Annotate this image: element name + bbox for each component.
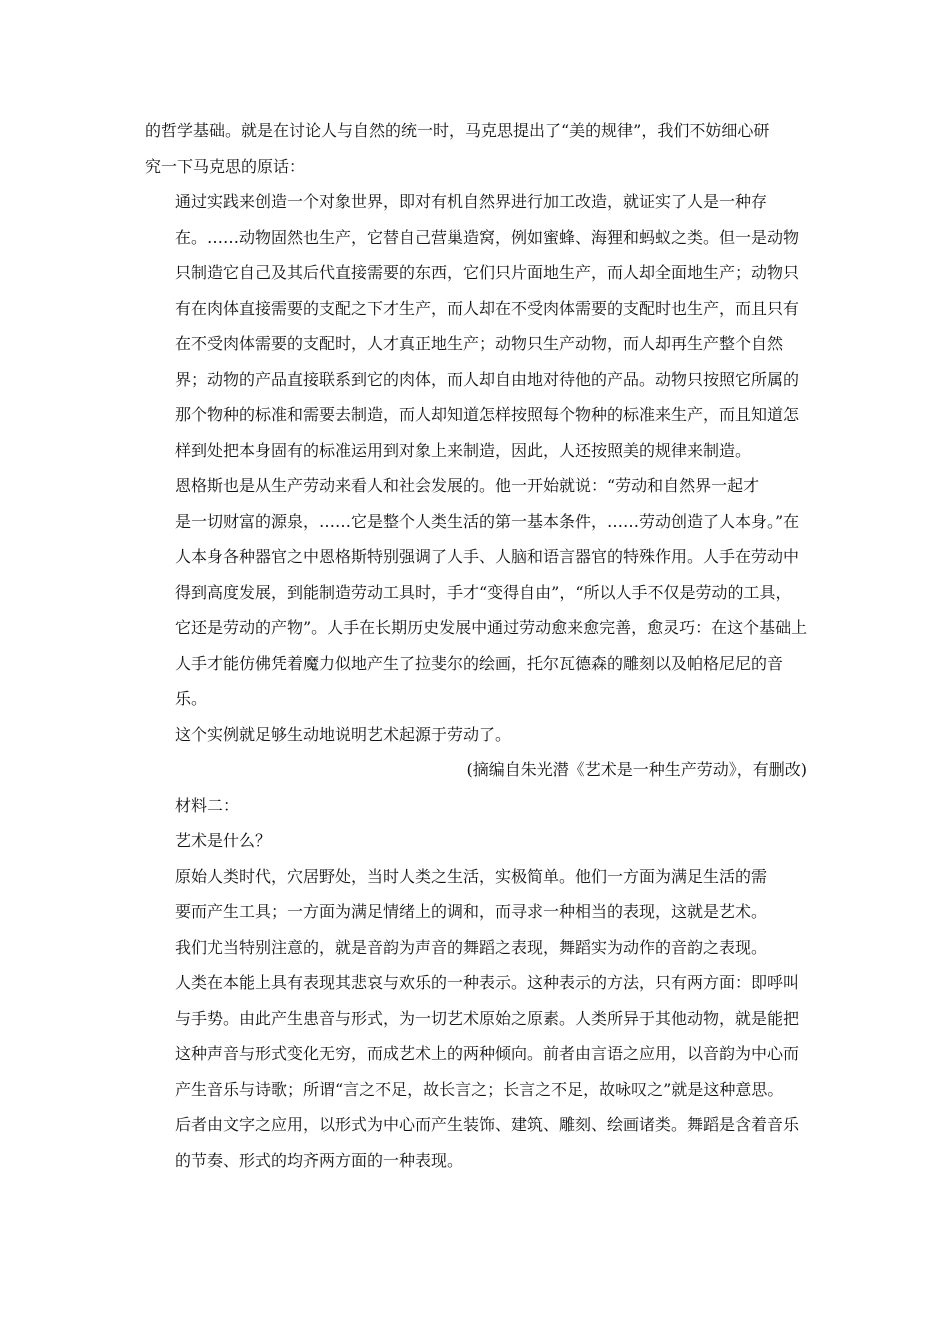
text-line: 乐。	[175, 689, 208, 708]
material-two-title	[145, 823, 807, 859]
text-line: 后者由文字之应用，以形式为中心而产生装饰、建筑、雕刻、绘画诸类。舞蹈是含着音乐	[175, 1115, 800, 1134]
text-line: 得到高度发展，到能制造劳动工具时，手才“变得自由”，“所以人手不仅是劳动的工具，	[175, 582, 792, 602]
text-line: 艺术是什么？	[175, 831, 272, 850]
text-line: 这种声音与形式变化无穷，而成艺术上的两种倾向。前者由言语之应用，以音韵为中心而	[175, 1044, 800, 1063]
text-line: 人本身各种器官之中恩格斯特别强调了人手、人脑和语言器官的特殊作用。人手在劳动中	[175, 547, 800, 566]
section-heading-material-two	[145, 788, 807, 824]
source-citation	[145, 752, 807, 788]
text-line: 这个实例就足够生动地说明艺术起源于劳动了。	[175, 724, 512, 744]
text-line: 界；动物的产品直接联系到它的肉体，而人却自由地对待他的产品。动物只按照它所属的	[175, 369, 800, 389]
text-line: 我们尤当特别注意的，就是音韵为声音的舞蹈之表现，舞蹈实为动作的音韵之表现。	[175, 937, 768, 957]
text-line: 是一切财富的源泉，……它是整个人类生活的第一基本条件，……劳动创造了人本身。”在	[175, 511, 800, 531]
paragraph-primitive-humans	[145, 859, 807, 930]
paragraph-conclusion	[145, 717, 807, 753]
text-line: 人类在本能上具有表现其悲哀与欢乐的一种表示。这种表示的方法，只有两方面：即呼叫	[175, 973, 800, 992]
text-line: 产生音乐与诗歌；所谓“言之不足，故长言之；长言之不足，故咏叹之”就是这种意思。	[175, 1079, 784, 1099]
text-line: 有在肉体直接需要的支配之下才生产，而人却在不受肉体需要的支配时也生产，而且只有	[175, 298, 800, 318]
text-line: 的哲学基础。就是在讨论人与自然的统一时，马克思提出了“美的规律”，我们不妨细心研	[145, 121, 770, 140]
text-line: 人手才能仿佛凭着魔力似地产生了拉斐尔的绘画，托尔瓦德森的雕刻以及帕格尼尼的音	[175, 653, 784, 673]
text-line: (摘编自朱光潜《艺术是一种生产劳动》，有删改)	[466, 760, 807, 779]
text-line: 与手势。由此产生患音与形式，为一切艺术原始之原素。人类所异于其他动物，就是能把	[175, 1008, 800, 1028]
paragraph-intro	[145, 113, 807, 184]
text-line: 通过实践来创造一个对象世界，即对有机自然界进行加工改造，就证实了人是一种存	[175, 192, 768, 211]
text-line: 它还是劳动的产物”。人手在长期历史发展中通过劳动愈来愈完善，愈灵巧：在这个基础上	[175, 618, 808, 637]
paragraph-marx-quote	[145, 184, 807, 468]
text-line: 究一下马克思的原话：	[145, 156, 306, 176]
text-line: 恩格斯也是从生产劳动来看人和社会发展的。他一开始就说：“劳动和自然界一起才	[175, 476, 760, 495]
text-line: 的节奏、形式的均齐两方面的一种表现。	[175, 1150, 464, 1170]
text-line: 材料二：	[175, 795, 240, 815]
paragraph-rhythm-dance	[145, 930, 807, 1179]
text-line: 那个物种的标准和需要去制造，而人却知道怎样按照每个物种的标准来生产，而且知道怎	[175, 405, 800, 424]
text-line: 样到处把本身固有的标准运用到对象上来制造，因此，人还按照美的规律来制造。	[175, 440, 752, 460]
document-body	[145, 113, 807, 1178]
text-line: 在。……动物固然也生产，它替自己营巢造窝，例如蜜蜂、海狸和蚂蚁之类。但一是动物	[175, 227, 800, 247]
paragraph-engels	[145, 468, 807, 717]
text-line: 原始人类时代，穴居野处，当时人类之生活，实极简单。他们一方面为满足生活的需	[175, 866, 768, 886]
text-line: 只制造它自己及其后代直接需要的东西，它们只片面地生产，而人却全面地生产；动物只	[175, 263, 800, 282]
text-line: 在不受肉体需要的支配时，人才真正地生产；动物只生产动物，而人却再生产整个自然	[175, 334, 784, 353]
text-line: 要而产生工具；一方面为满足情绪上的调和，而寻求一种相当的表现，这就是艺术。	[175, 902, 768, 921]
